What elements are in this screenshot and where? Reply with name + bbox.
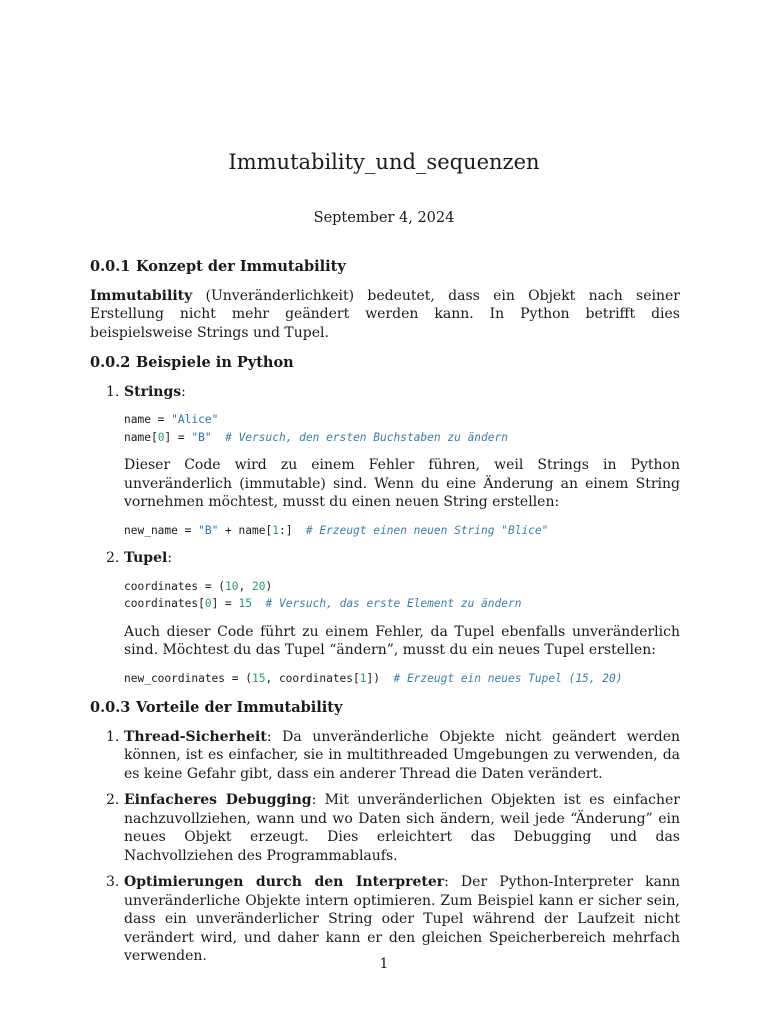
code-line (124, 595, 680, 613)
list-item-debugging (90, 791, 680, 865)
code-string: "B" (198, 523, 219, 537)
code-number: 0 (204, 597, 212, 610)
code-line (124, 670, 680, 688)
code-token: name[ (124, 430, 158, 444)
section-title: Vorteile der Immutability (136, 699, 343, 716)
item-label: Strings (124, 383, 182, 400)
page-number: 1 (379, 956, 389, 972)
item-label: Einfacheres Debugging (124, 792, 312, 808)
code-token: coordinates[ (124, 597, 205, 610)
section-heading-beispiele (90, 354, 680, 373)
code-number: 15 (251, 671, 266, 685)
list-marker: 1. (106, 728, 120, 745)
code-comment: # Versuch, das erste Element zu ändern (265, 597, 522, 610)
code-comment: # Versuch, den ersten Buchstaben zu ändern (225, 430, 508, 444)
intro-paragraph (90, 287, 680, 343)
document-body (90, 258, 680, 978)
code-line (124, 411, 680, 429)
list-item-tupel (90, 549, 680, 687)
item-colon: : (181, 383, 186, 400)
code-token: new_coordinates = ( (124, 671, 252, 685)
list-item-strings (90, 383, 680, 540)
code-token: ] = (164, 430, 192, 444)
section-title: Konzept der Immutability (136, 258, 346, 275)
code-string: "B" (191, 430, 212, 444)
code-string: "Alice" (171, 413, 219, 426)
term-immutability: Immutability (90, 287, 193, 304)
item-colon: : (167, 550, 173, 566)
code-block-tupel-2 (124, 670, 680, 688)
explanation-text: Dieser Code wird zu einem Fehler führen, weil Strings in Python unveränderlich (immutable) sind. Wenn du eine Änderung an einem String vornehmen möchtest, musst du einen neuen String erstellen: (124, 457, 680, 510)
code-token: , coordinates[ (265, 671, 360, 685)
explanation-text: Auch dieser Code führt zu einem Fehler, da Tupel ebenfalls unveränderlich sind. Möchtest du das Tupel “ändern”, musst du ein neues Tupel erstellen: (124, 623, 680, 658)
list-marker: 2. (106, 550, 120, 566)
code-line (124, 578, 680, 596)
code-number: 10 (225, 579, 239, 593)
code-token: ]) (366, 671, 394, 685)
code-token: coordinates = ( (124, 579, 226, 593)
code-token: new_name = (124, 523, 199, 537)
item-text: : Da unveränderliche Objekte nicht geändert werden können, ist es einfacher, sie in multithreaded Umgebungen zu verwenden, da es keine Gefahr gibt, dass ein anderer Thread die Daten verändert. (124, 728, 680, 782)
code-comment: # Erzeugt ein neues Tupel (15, 20) (393, 671, 623, 685)
list-marker: 1. (106, 383, 120, 400)
examples-list (90, 383, 680, 688)
code-number: 0 (157, 430, 165, 444)
item-text: : Mit unveränderlichen Objekten ist es einfacher nachzuvollziehen, wann und wo Daten sich ändern, weil jede “Änderung” ein neues Objekt erzeugt. Dies erleichtert das Debugging und das Nachvollziehen des Programmablaufs. (124, 792, 681, 864)
code-line (124, 522, 680, 540)
item-label: Tupel (124, 550, 168, 566)
code-token (212, 431, 225, 444)
code-line (124, 429, 680, 447)
section-heading-vorteile (90, 699, 680, 718)
code-token: ] = (211, 597, 239, 610)
document-title: Immutability_und_sequenzen (228, 150, 540, 174)
code-block-strings-1 (124, 411, 680, 446)
section-title: Beispiele in Python (136, 354, 294, 371)
code-block-tupel-1 (124, 578, 680, 613)
section-number: 0.0.2 (90, 354, 131, 371)
item-label: Thread-Sicherheit (124, 728, 267, 745)
code-number: 15 (238, 597, 253, 610)
document-date: September 4, 2024 (313, 210, 455, 226)
list-marker: 2. (106, 792, 120, 808)
code-number: 1 (272, 523, 279, 537)
intro-text: (Unveränderlichkeit) bedeutet, dass ein Objekt nach seiner Erstellung nicht mehr geändert werden kann. In Python betrifft dies beispielsweise Strings und Tupel. (90, 287, 680, 341)
code-number: 20 (252, 579, 266, 593)
code-number: 1 (359, 671, 367, 685)
code-token (252, 597, 265, 610)
list-marker: 3. (106, 874, 120, 890)
list-item-thread-sicherheit (90, 728, 680, 784)
code-token: ) (265, 579, 273, 593)
item-label: Optimierungen durch den Interpreter (124, 874, 445, 890)
advantages-list (90, 728, 680, 966)
section-heading-konzept (90, 258, 680, 277)
code-token: , (238, 579, 253, 593)
code-comment: # Erzeugt einen neuen String "Blice" (305, 523, 549, 537)
code-block-strings-2 (124, 522, 680, 540)
section-number: 0.0.3 (90, 699, 131, 716)
code-token: :] (278, 523, 306, 537)
list-item-optimierungen (90, 873, 680, 966)
section-number: 0.0.1 (90, 258, 131, 275)
code-token: + name[ (218, 523, 273, 537)
code-token: name = (124, 413, 172, 426)
item-text: : Der Python-Interpreter kann unveränderliche Objekte intern optimieren. Zum Beispiel kann er sicher sein, dass ein unveränderlicher String oder Tupel während der Laufzeit nicht verändert wird, und daher kann er den gleichen Speicherbereich mehrfach verwenden. (124, 874, 680, 964)
